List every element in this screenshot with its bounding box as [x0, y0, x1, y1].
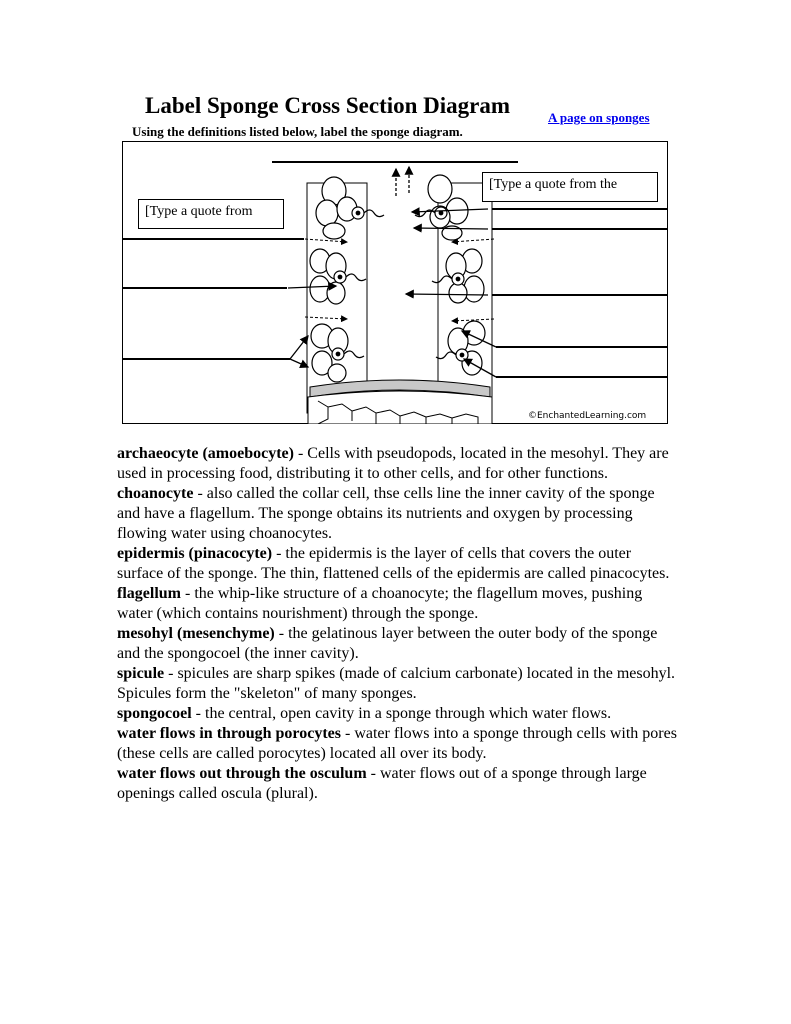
definition-term: spongocoel [117, 705, 192, 722]
quote-textbox-left[interactable]: [Type a quote from [138, 199, 284, 229]
definition-osculum [117, 764, 677, 804]
page-title: Label Sponge Cross Section Diagram [145, 93, 511, 118]
sponges-page-link[interactable]: A page on sponges [548, 110, 650, 125]
definition-text: - water flows out of a sponge through large openings called oscula (plural). [117, 765, 647, 802]
definition-text: - the central, open cavity in a sponge through which water flows. [191, 705, 612, 722]
definition-spongocoel [117, 704, 677, 724]
definition-term: flagellum [117, 585, 181, 602]
definition-text: - water flows into a sponge through cells with pores (these cells are called porocytes) located all over its body. [117, 725, 677, 762]
definitions-list [117, 444, 677, 804]
definition-term: choanocyte [117, 485, 194, 502]
definition-text: - Cells with pseudopods, located in the mesohyl. They are used in processing food, distributing it to other cells, and for other functions. [117, 445, 669, 482]
definition-text: - also called the collar cell, thse cells line the inner cavity of the sponge and have a flagellum. The sponge obtains its nutrients and oxygen by processing flowing water using choanocytes. [117, 485, 655, 542]
definition-text: - the gelatinous layer between the outer body of the sponge and the spongocoel (the inner cavity). [117, 625, 658, 662]
definition-term: mesohyl (mesenchyme) [117, 625, 275, 642]
definition-term: archaeocyte (amoebocyte) [117, 445, 294, 462]
definition-spicule [117, 664, 677, 704]
definition-epidermis [117, 544, 677, 584]
definition-term: spicule [117, 665, 165, 682]
definition-text: - the whip-like structure of a choanocyte; the flagellum moves, pushing water (which contains nourishment) through the sponge. [117, 585, 643, 622]
quote-textbox-right[interactable]: [Type a quote from the [482, 172, 658, 202]
definition-term: water flows out through the osculum [117, 765, 367, 782]
definition-mesohyl [117, 624, 677, 664]
definition-porocytes [117, 724, 677, 764]
definition-term: epidermis (pinacocyte) [117, 545, 273, 562]
definition-text: - spicules are sharp spikes (made of calcium carbonate) located in the mesohyl. Spicules form the "skeleton" of many sponges. [117, 665, 676, 702]
definition-text: - the epidermis is the layer of cells that covers the outer surface of the sponge. The thin, flattened cells of the epidermis are called pinacocytes. [117, 545, 670, 582]
instructions: Using the definitions listed below, label the sponge diagram. [132, 124, 463, 139]
definition-choanocyte [117, 484, 677, 544]
definition-term: water flows in through porocytes [117, 725, 341, 742]
definition-archaeocyte [117, 444, 677, 484]
sponge-base [308, 380, 492, 424]
credit-text: ©EnchantedLearning.com [528, 411, 647, 421]
definition-flagellum [117, 584, 677, 624]
